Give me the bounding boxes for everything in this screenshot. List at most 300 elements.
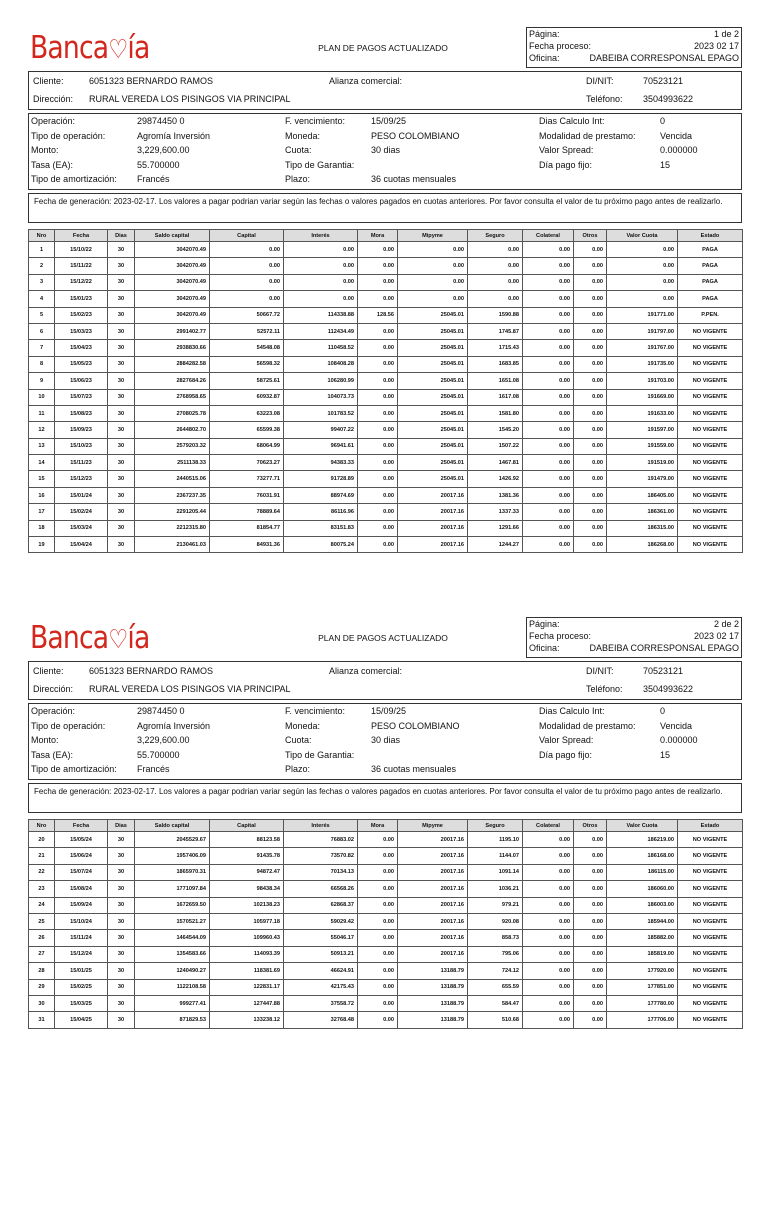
cell-interes: 0.00 (284, 274, 358, 290)
cell-colateral: 0.00 (523, 438, 574, 454)
cell-fecha: 15/09/24 (55, 897, 108, 913)
cell-mora: 0.00 (358, 995, 398, 1011)
cell-mipyme: 13188.79 (398, 963, 468, 979)
cell-saldo-capital: 2511138.33 (135, 455, 210, 471)
column-header-saldo-capital: Saldo capital (135, 820, 210, 832)
cell-seguro: 1291.66 (468, 520, 523, 536)
cell-estado: PAGA (678, 258, 743, 274)
cell-saldo-capital: 2768958.65 (135, 389, 210, 405)
cell-nro: 10 (29, 389, 55, 405)
cell-capital: 78889.64 (210, 504, 284, 520)
table-row (29, 832, 743, 848)
operation-value: 29874450 0 (137, 116, 185, 126)
column-header-capital: Capital (210, 820, 284, 832)
operation-value: 15 (660, 749, 671, 760)
table-row (29, 242, 743, 258)
cell-saldo-capital: 1771097.84 (135, 881, 210, 897)
cell-otros: 0.00 (574, 832, 607, 848)
cell-seguro: 1426.92 (468, 471, 523, 487)
cell-otros: 0.00 (574, 963, 607, 979)
cell-dias: 30 (108, 356, 135, 372)
cell-valor-cuota: 0.00 (607, 242, 678, 258)
cell-valor-cuota: 185944.00 (607, 913, 678, 929)
cell-interes: 80075.24 (284, 537, 358, 553)
operation-value: PESO COLOMBIANO (371, 130, 460, 141)
cell-saldo-capital: 3042070.49 (135, 242, 210, 258)
operation-label: Día pago fijo: (539, 159, 593, 170)
cell-dias: 30 (108, 291, 135, 307)
cell-valor-cuota: 186361.00 (607, 504, 678, 520)
cell-saldo-capital: 2130461.03 (135, 537, 210, 553)
cell-saldo-capital: 2045529.67 (135, 832, 210, 848)
cell-estado: NO VIGENTE (678, 373, 743, 389)
cell-nro: 11 (29, 405, 55, 421)
dinit-value: 70523121 (643, 76, 684, 86)
cell-capital: 50667.72 (210, 307, 284, 323)
cell-dias: 30 (108, 455, 135, 471)
table-row (29, 487, 743, 503)
cliente-label: Cliente: (33, 666, 64, 676)
cell-mipyme: 20017.16 (398, 913, 468, 929)
cell-capital: 58725.61 (210, 373, 284, 389)
cell-nro: 24 (29, 897, 55, 913)
cell-mora: 0.00 (358, 340, 398, 356)
cell-fecha: 15/04/24 (55, 537, 108, 553)
fecha-proceso-label: Fecha proceso: (529, 631, 592, 641)
cell-fecha: 15/12/24 (55, 946, 108, 962)
page-1 (0, 25, 768, 615)
cell-fecha: 15/08/24 (55, 881, 108, 897)
operation-value: 30 dias (371, 735, 401, 745)
cell-interes: 88974.69 (284, 487, 358, 503)
pagina-value: 2 de 2 (713, 619, 739, 629)
cell-capital: 60932.87 (210, 389, 284, 405)
cell-colateral: 0.00 (523, 373, 574, 389)
cell-interes: 108408.28 (284, 356, 358, 372)
cell-mipyme: 20017.16 (398, 946, 468, 962)
cell-fecha: 15/03/23 (55, 323, 108, 339)
table-row (29, 274, 743, 290)
cell-estado: NO VIGENTE (678, 1012, 743, 1028)
cell-interes: 62868.37 (284, 897, 358, 913)
operation-value: Francés (137, 174, 170, 184)
cell-dias: 30 (108, 373, 135, 389)
column-header-estado: Estado (678, 820, 743, 832)
cell-seguro: 510.68 (468, 1012, 523, 1028)
cell-mora: 0.00 (358, 455, 398, 471)
cell-otros: 0.00 (574, 848, 607, 864)
telefono-value: 3504993622 (643, 94, 694, 104)
cell-fecha: 15/11/23 (55, 455, 108, 471)
operation-value: Francés (137, 764, 170, 774)
info-box (526, 27, 742, 68)
cell-capital: 52572.11 (210, 323, 284, 339)
cell-estado: NO VIGENTE (678, 504, 743, 520)
cliente-value: 6051323 BERNARDO RAMOS (89, 76, 214, 86)
cell-saldo-capital: 3042070.49 (135, 258, 210, 274)
cell-seguro: 1195.10 (468, 832, 523, 848)
cell-capital: 118381.69 (210, 963, 284, 979)
cell-estado: NO VIGENTE (678, 405, 743, 421)
cell-seguro: 858.73 (468, 930, 523, 946)
cell-dias: 30 (108, 258, 135, 274)
table-row (29, 848, 743, 864)
cell-fecha: 15/11/22 (55, 258, 108, 274)
cell-fecha: 15/07/24 (55, 864, 108, 880)
cell-colateral: 0.00 (523, 995, 574, 1011)
payment-schedule-table (28, 229, 743, 553)
table-row (29, 864, 743, 880)
alianza-label: Alianza comercial: (329, 666, 403, 676)
cell-mipyme: 20017.16 (398, 537, 468, 553)
cell-capital: 76031.91 (210, 487, 284, 503)
cell-interes: 112434.49 (284, 323, 358, 339)
cell-colateral: 0.00 (523, 487, 574, 503)
cell-capital: 133238.12 (210, 1012, 284, 1028)
cell-fecha: 15/02/24 (55, 504, 108, 520)
cell-mipyme: 0.00 (398, 291, 468, 307)
cell-mipyme: 20017.16 (398, 832, 468, 848)
cell-capital: 0.00 (210, 274, 284, 290)
cell-mora: 0.00 (358, 389, 398, 405)
cell-nro: 7 (29, 340, 55, 356)
cell-capital: 70623.27 (210, 455, 284, 471)
cell-mora: 0.00 (358, 881, 398, 897)
cell-valor-cuota: 191633.00 (607, 405, 678, 421)
cell-capital: 88123.58 (210, 832, 284, 848)
cell-valor-cuota: 177706.00 (607, 1012, 678, 1028)
column-header-seguro: Seguro (468, 820, 523, 832)
table-row (29, 455, 743, 471)
cell-capital: 127447.88 (210, 995, 284, 1011)
cell-estado: PAGA (678, 291, 743, 307)
cell-otros: 0.00 (574, 881, 607, 897)
operation-label: Dias Calculo Int: (539, 706, 605, 716)
cell-otros: 0.00 (574, 291, 607, 307)
cell-seguro: 1091.14 (468, 864, 523, 880)
cell-estado: NO VIGENTE (678, 356, 743, 372)
cliente-value: 6051323 BERNARDO RAMOS (89, 666, 214, 676)
cell-colateral: 0.00 (523, 520, 574, 536)
operation-label: F. vencimiento: (285, 706, 346, 716)
cell-valor-cuota: 177780.00 (607, 995, 678, 1011)
table-row (29, 356, 743, 372)
cell-mipyme: 0.00 (398, 258, 468, 274)
cell-capital: 0.00 (210, 258, 284, 274)
cell-dias: 30 (108, 848, 135, 864)
cell-mora: 0.00 (358, 242, 398, 258)
oficina-label: Oficina: (529, 53, 560, 63)
operation-label: Modalidad de prestamo: (539, 130, 636, 141)
cell-mipyme: 25045.01 (398, 471, 468, 487)
cell-saldo-capital: 1354583.66 (135, 946, 210, 962)
telefono-label: Teléfono: (586, 94, 623, 104)
operation-value: 15/09/25 (371, 116, 407, 126)
cell-seguro: 979.21 (468, 897, 523, 913)
cell-fecha: 15/11/24 (55, 930, 108, 946)
cell-interes: 0.00 (284, 258, 358, 274)
cell-interes: 32768.48 (284, 1012, 358, 1028)
cell-nro: 31 (29, 1012, 55, 1028)
cell-mora: 0.00 (358, 373, 398, 389)
cell-colateral: 0.00 (523, 274, 574, 290)
cell-capital: 114093.39 (210, 946, 284, 962)
operation-label: Tipo de Garantia: (285, 749, 355, 760)
cell-estado: NO VIGENTE (678, 979, 743, 995)
cell-valor-cuota: 191559.00 (607, 438, 678, 454)
cell-estado: NO VIGENTE (678, 913, 743, 929)
cell-nro: 30 (29, 995, 55, 1011)
cell-mora: 0.00 (358, 258, 398, 274)
cell-capital: 94872.47 (210, 864, 284, 880)
cell-mora: 0.00 (358, 897, 398, 913)
cell-valor-cuota: 0.00 (607, 274, 678, 290)
cell-mipyme: 25045.01 (398, 323, 468, 339)
cell-estado: NO VIGENTE (678, 864, 743, 880)
table-row (29, 340, 743, 356)
cell-capital: 98438.34 (210, 881, 284, 897)
direccion-label: Dirección: (33, 94, 74, 104)
cell-interes: 83151.83 (284, 520, 358, 536)
cell-colateral: 0.00 (523, 504, 574, 520)
cell-colateral: 0.00 (523, 340, 574, 356)
cell-estado: NO VIGENTE (678, 930, 743, 946)
cell-otros: 0.00 (574, 242, 607, 258)
cliente-label: Cliente: (33, 76, 64, 86)
operation-label: Tipo de operación: (31, 720, 106, 731)
cell-interes: 0.00 (284, 291, 358, 307)
operation-label: Modalidad de prestamo: (539, 720, 636, 731)
cell-colateral: 0.00 (523, 323, 574, 339)
cell-valor-cuota: 186315.00 (607, 520, 678, 536)
column-header-seguro: Seguro (468, 230, 523, 242)
cell-mora: 0.00 (358, 1012, 398, 1028)
cell-seguro: 1683.85 (468, 356, 523, 372)
cell-otros: 0.00 (574, 356, 607, 372)
cell-mipyme: 13188.79 (398, 979, 468, 995)
oficina-value: DABEIBA CORRESPONSAL EPAGO (589, 53, 739, 63)
cell-estado: NO VIGENTE (678, 438, 743, 454)
cell-interes: 37558.72 (284, 995, 358, 1011)
cell-nro: 9 (29, 373, 55, 389)
cell-dias: 30 (108, 995, 135, 1011)
column-header-valor-cuota: Valor Cuota (607, 230, 678, 242)
table-row (29, 946, 743, 962)
cell-estado: NO VIGENTE (678, 963, 743, 979)
pagina-label: Página: (529, 29, 560, 39)
operation-value: 0 (660, 706, 666, 716)
table-row (29, 963, 743, 979)
cell-estado: NO VIGENTE (678, 881, 743, 897)
cell-capital: 109960.43 (210, 930, 284, 946)
operation-value: 36 cuotas mensuales (371, 764, 457, 774)
cell-otros: 0.00 (574, 864, 607, 880)
cell-saldo-capital: 1957406.09 (135, 848, 210, 864)
cell-capital: 0.00 (210, 291, 284, 307)
info-box (526, 617, 742, 658)
column-header-interes: Interés (284, 230, 358, 242)
pagina-label: Página: (529, 619, 560, 629)
cell-estado: P.PEN. (678, 307, 743, 323)
operation-value: PESO COLOMBIANO (371, 720, 460, 731)
table-row (29, 979, 743, 995)
cell-colateral: 0.00 (523, 897, 574, 913)
cell-seguro: 1545.20 (468, 422, 523, 438)
operation-label: F. vencimiento: (285, 116, 346, 126)
cell-fecha: 15/02/23 (55, 307, 108, 323)
cell-fecha: 15/01/25 (55, 963, 108, 979)
cell-mipyme: 25045.01 (398, 438, 468, 454)
cell-otros: 0.00 (574, 340, 607, 356)
operation-value: 29874450 0 (137, 706, 185, 716)
cell-estado: NO VIGENTE (678, 455, 743, 471)
cell-mora: 0.00 (358, 405, 398, 421)
cell-nro: 20 (29, 832, 55, 848)
cell-interes: 110458.52 (284, 340, 358, 356)
cell-otros: 0.00 (574, 307, 607, 323)
table-row (29, 881, 743, 897)
table-row (29, 373, 743, 389)
cell-nro: 5 (29, 307, 55, 323)
table-header (29, 230, 743, 242)
cell-interes: 101783.52 (284, 405, 358, 421)
cell-seguro: 1581.80 (468, 405, 523, 421)
cell-valor-cuota: 177851.00 (607, 979, 678, 995)
cell-capital: 73277.71 (210, 471, 284, 487)
cell-valor-cuota: 186168.00 (607, 848, 678, 864)
operation-value: Agromía Inversión (137, 130, 211, 141)
direccion-value: RURAL VEREDA LOS PISINGOS VIA PRINCIPAL (89, 94, 291, 104)
cell-seguro: 0.00 (468, 258, 523, 274)
cell-dias: 30 (108, 1012, 135, 1028)
operation-label: Tipo de operación: (31, 130, 106, 141)
cell-seguro: 1337.33 (468, 504, 523, 520)
operation-label: Cuota: (285, 735, 312, 745)
cell-estado: NO VIGENTE (678, 389, 743, 405)
cell-colateral: 0.00 (523, 258, 574, 274)
operation-label: Tipo de amortización: (31, 764, 117, 774)
cell-valor-cuota: 0.00 (607, 291, 678, 307)
cell-dias: 30 (108, 422, 135, 438)
cell-mipyme: 0.00 (398, 274, 468, 290)
cell-saldo-capital: 1464544.09 (135, 930, 210, 946)
table-header (29, 820, 743, 832)
column-header-colateral: Colateral (523, 230, 574, 242)
column-header-valor-cuota: Valor Cuota (607, 820, 678, 832)
cell-mipyme: 25045.01 (398, 455, 468, 471)
cell-mipyme: 20017.16 (398, 848, 468, 864)
cell-dias: 30 (108, 881, 135, 897)
cell-capital: 81854.77 (210, 520, 284, 536)
cell-fecha: 15/04/25 (55, 1012, 108, 1028)
cell-fecha: 15/10/24 (55, 913, 108, 929)
cell-fecha: 15/05/24 (55, 832, 108, 848)
operation-label: Moneda: (285, 130, 321, 141)
operation-label: Plazo: (285, 174, 311, 184)
cell-saldo-capital: 1122108.58 (135, 979, 210, 995)
cell-colateral: 0.00 (523, 963, 574, 979)
table-row (29, 471, 743, 487)
cell-mipyme: 20017.16 (398, 897, 468, 913)
cell-interes: 59029.42 (284, 913, 358, 929)
cell-dias: 30 (108, 487, 135, 503)
table-row (29, 307, 743, 323)
oficina-value: DABEIBA CORRESPONSAL EPAGO (589, 643, 739, 653)
payment-schedule-table (28, 819, 743, 1029)
cell-capital: 105977.18 (210, 913, 284, 929)
table-row (29, 405, 743, 421)
cell-seguro: 1244.27 (468, 537, 523, 553)
cell-interes: 66568.26 (284, 881, 358, 897)
cell-dias: 30 (108, 913, 135, 929)
cell-saldo-capital: 2579203.32 (135, 438, 210, 454)
cell-nro: 3 (29, 274, 55, 290)
cell-saldo-capital: 999277.41 (135, 995, 210, 1011)
cell-fecha: 15/01/24 (55, 487, 108, 503)
cell-valor-cuota: 186268.00 (607, 537, 678, 553)
direccion-value: RURAL VEREDA LOS PISINGOS VIA PRINCIPAL (89, 684, 291, 694)
document-title: PLAN DE PAGOS ACTUALIZADO (318, 633, 448, 643)
operation-label: Dias Calculo Int: (539, 116, 605, 126)
cell-colateral: 0.00 (523, 537, 574, 553)
cell-saldo-capital: 3042070.49 (135, 291, 210, 307)
cell-estado: PAGA (678, 242, 743, 258)
cell-mora: 0.00 (358, 930, 398, 946)
cell-fecha: 15/05/23 (55, 356, 108, 372)
cell-colateral: 0.00 (523, 848, 574, 864)
cell-interes: 70134.13 (284, 864, 358, 880)
cell-estado: NO VIGENTE (678, 848, 743, 864)
cell-colateral: 0.00 (523, 242, 574, 258)
cell-estado: NO VIGENTE (678, 897, 743, 913)
operation-box (28, 113, 742, 190)
cell-mora: 0.00 (358, 438, 398, 454)
cell-interes: 94383.33 (284, 455, 358, 471)
operation-value: 15 (660, 159, 671, 170)
cell-valor-cuota: 191767.00 (607, 340, 678, 356)
cell-saldo-capital: 2938830.66 (135, 340, 210, 356)
client-box (28, 71, 742, 110)
cell-mora: 0.00 (358, 487, 398, 503)
cell-capital: 122831.17 (210, 979, 284, 995)
cell-saldo-capital: 2291205.44 (135, 504, 210, 520)
cell-mora: 0.00 (358, 963, 398, 979)
column-header-fecha: Fecha (55, 230, 108, 242)
cell-mipyme: 25045.01 (398, 405, 468, 421)
cell-saldo-capital: 2991402.77 (135, 323, 210, 339)
cell-otros: 0.00 (574, 897, 607, 913)
cell-mora: 0.00 (358, 946, 398, 962)
cell-dias: 30 (108, 389, 135, 405)
operation-value: Agromía Inversión (137, 720, 211, 731)
table-row (29, 422, 743, 438)
cell-estado: NO VIGENTE (678, 832, 743, 848)
fecha-proceso-label: Fecha proceso: (529, 41, 592, 51)
cell-fecha: 15/10/23 (55, 438, 108, 454)
cell-seguro: 0.00 (468, 242, 523, 258)
cell-capital: 68064.99 (210, 438, 284, 454)
table-row (29, 291, 743, 307)
cell-fecha: 15/10/22 (55, 242, 108, 258)
cell-dias: 30 (108, 307, 135, 323)
column-header-otros: Otros (574, 820, 607, 832)
cell-fecha: 15/03/24 (55, 520, 108, 536)
table-row (29, 537, 743, 553)
cell-mipyme: 20017.16 (398, 520, 468, 536)
table-row (29, 438, 743, 454)
cell-mipyme: 25045.01 (398, 373, 468, 389)
cell-mora: 0.00 (358, 832, 398, 848)
